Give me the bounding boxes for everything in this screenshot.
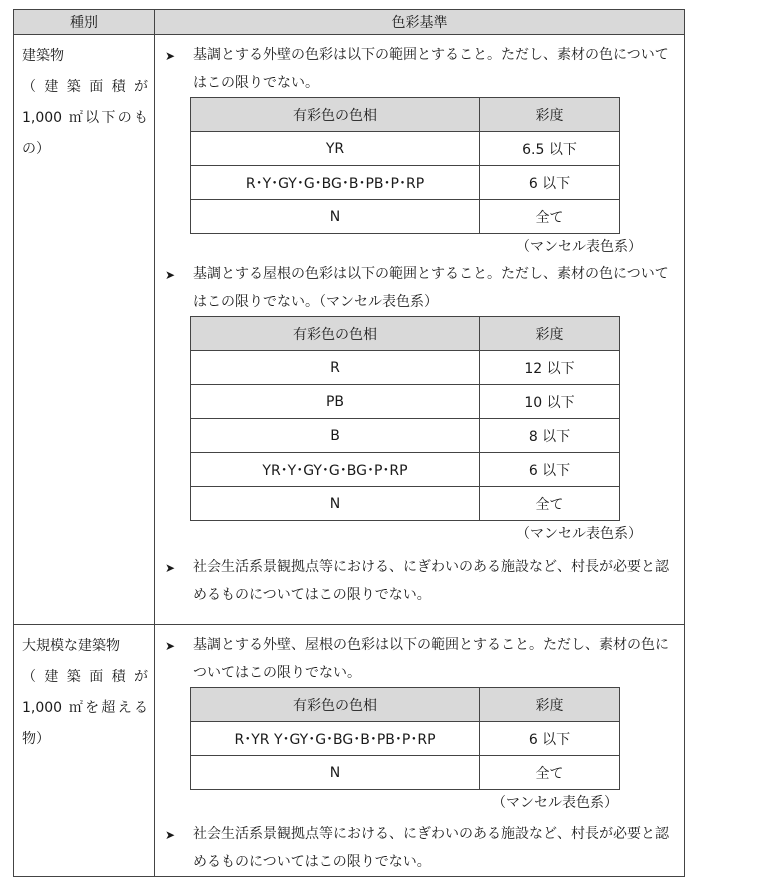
category-line: （ 建 築 面 積 が xyxy=(22,669,148,685)
chroma-cell: 12 以下 xyxy=(480,351,620,385)
bullet-text: 基調とする外壁、屋根の色彩は以下の範囲とすること。ただし、素材の色についてはこの限りでない。 xyxy=(193,637,669,681)
category-cell xyxy=(14,625,155,877)
bullet-text: 社会生活系景観拠点等における、にぎわいのある施設など、村長が必要と認めるものについてはこの限りでない。 xyxy=(193,826,669,870)
category-line: 1,000 ㎡以下のも xyxy=(22,110,148,126)
category-line: 1,000 ㎡を超える xyxy=(22,700,148,716)
standard-cell xyxy=(155,35,685,625)
category-line: 物） xyxy=(22,731,50,747)
chroma-cell: 6 以下 xyxy=(480,722,620,756)
arrow-bullet-icon: ➤ xyxy=(165,639,176,653)
chroma-cell: 6 以下 xyxy=(480,453,620,487)
hue-cell: N xyxy=(191,487,480,521)
table-row xyxy=(191,487,620,521)
large-building-color-table xyxy=(190,687,620,790)
chroma-header: 彩度 xyxy=(480,317,620,351)
arrow-bullet-icon: ➤ xyxy=(165,49,176,63)
hue-cell: N xyxy=(191,200,480,234)
chroma-cell: 6.5 以下 xyxy=(480,132,620,166)
hue-header: 有彩色の色相 xyxy=(191,688,480,722)
hue-header: 有彩色の色相 xyxy=(191,317,480,351)
chroma-cell: 全て xyxy=(480,200,620,234)
sub-header-row xyxy=(191,98,620,132)
sub-header-row xyxy=(191,688,620,722)
table-row xyxy=(14,625,685,877)
list-item xyxy=(163,631,676,687)
arrow-bullet-icon: ➤ xyxy=(165,561,176,575)
hue-cell: B xyxy=(191,419,480,453)
header-type: 種別 xyxy=(14,10,155,35)
table-row xyxy=(191,419,620,453)
hue-header: 有彩色の色相 xyxy=(191,98,480,132)
munsell-note: （マンセル表色系） xyxy=(492,795,618,811)
chroma-header: 彩度 xyxy=(480,688,620,722)
table-row xyxy=(191,756,620,790)
category-title: 建築物 xyxy=(22,48,64,64)
chroma-cell: 全て xyxy=(480,487,620,521)
roof-color-table xyxy=(190,316,620,521)
arrow-bullet-icon: ➤ xyxy=(165,268,176,282)
table-row xyxy=(14,35,685,625)
list-item xyxy=(163,820,676,876)
chroma-cell: 10 以下 xyxy=(480,385,620,419)
arrow-bullet-icon: ➤ xyxy=(165,828,176,842)
hue-cell: YR･Y･GY･G･BG･P･RP xyxy=(191,453,480,487)
category-line: （ 建 築 面 積 が xyxy=(22,79,148,95)
chroma-header: 彩度 xyxy=(480,98,620,132)
standard-cell xyxy=(155,625,685,877)
color-standards-table xyxy=(13,9,685,877)
munsell-note: （マンセル表色系） xyxy=(516,239,642,255)
wall-color-table xyxy=(190,97,620,234)
table-row xyxy=(191,453,620,487)
chroma-cell: 全て xyxy=(480,756,620,790)
table-row xyxy=(191,722,620,756)
hue-cell: YR xyxy=(191,132,480,166)
list-item xyxy=(163,553,676,609)
hue-cell: N xyxy=(191,756,480,790)
hue-cell: R･YR Y･GY･G･BG･B･PB･P･RP xyxy=(191,722,480,756)
hue-cell: PB xyxy=(191,385,480,419)
table-row xyxy=(191,351,620,385)
bullet-text: 基調とする外壁の色彩は以下の範囲とすること。ただし、素材の色についてはこの限りでない。 xyxy=(193,47,669,91)
header-color-standard: 色彩基準 xyxy=(155,10,685,35)
table-row xyxy=(191,200,620,234)
bullet-text: 社会生活系景観拠点等における、にぎわいのある施設など、村長が必要と認めるものについてはこの限りでない。 xyxy=(193,559,669,603)
hue-cell: R xyxy=(191,351,480,385)
table-row xyxy=(191,385,620,419)
sub-header-row xyxy=(191,317,620,351)
hue-cell: R･Y･GY･G･BG･B･PB･P･RP xyxy=(191,166,480,200)
chroma-cell: 6 以下 xyxy=(480,166,620,200)
chroma-cell: 8 以下 xyxy=(480,419,620,453)
list-item xyxy=(163,41,676,97)
category-title: 大規模な建築物 xyxy=(22,638,120,654)
table-row xyxy=(191,166,620,200)
category-line: の） xyxy=(22,141,50,157)
header-row xyxy=(14,10,685,35)
category-cell xyxy=(14,35,155,625)
table-row xyxy=(191,132,620,166)
list-item xyxy=(163,260,676,316)
bullet-text: 基調とする屋根の色彩は以下の範囲とすること。ただし、素材の色についてはこの限りでない。（マンセル表色系） xyxy=(193,266,669,310)
munsell-note: （マンセル表色系） xyxy=(516,526,642,542)
